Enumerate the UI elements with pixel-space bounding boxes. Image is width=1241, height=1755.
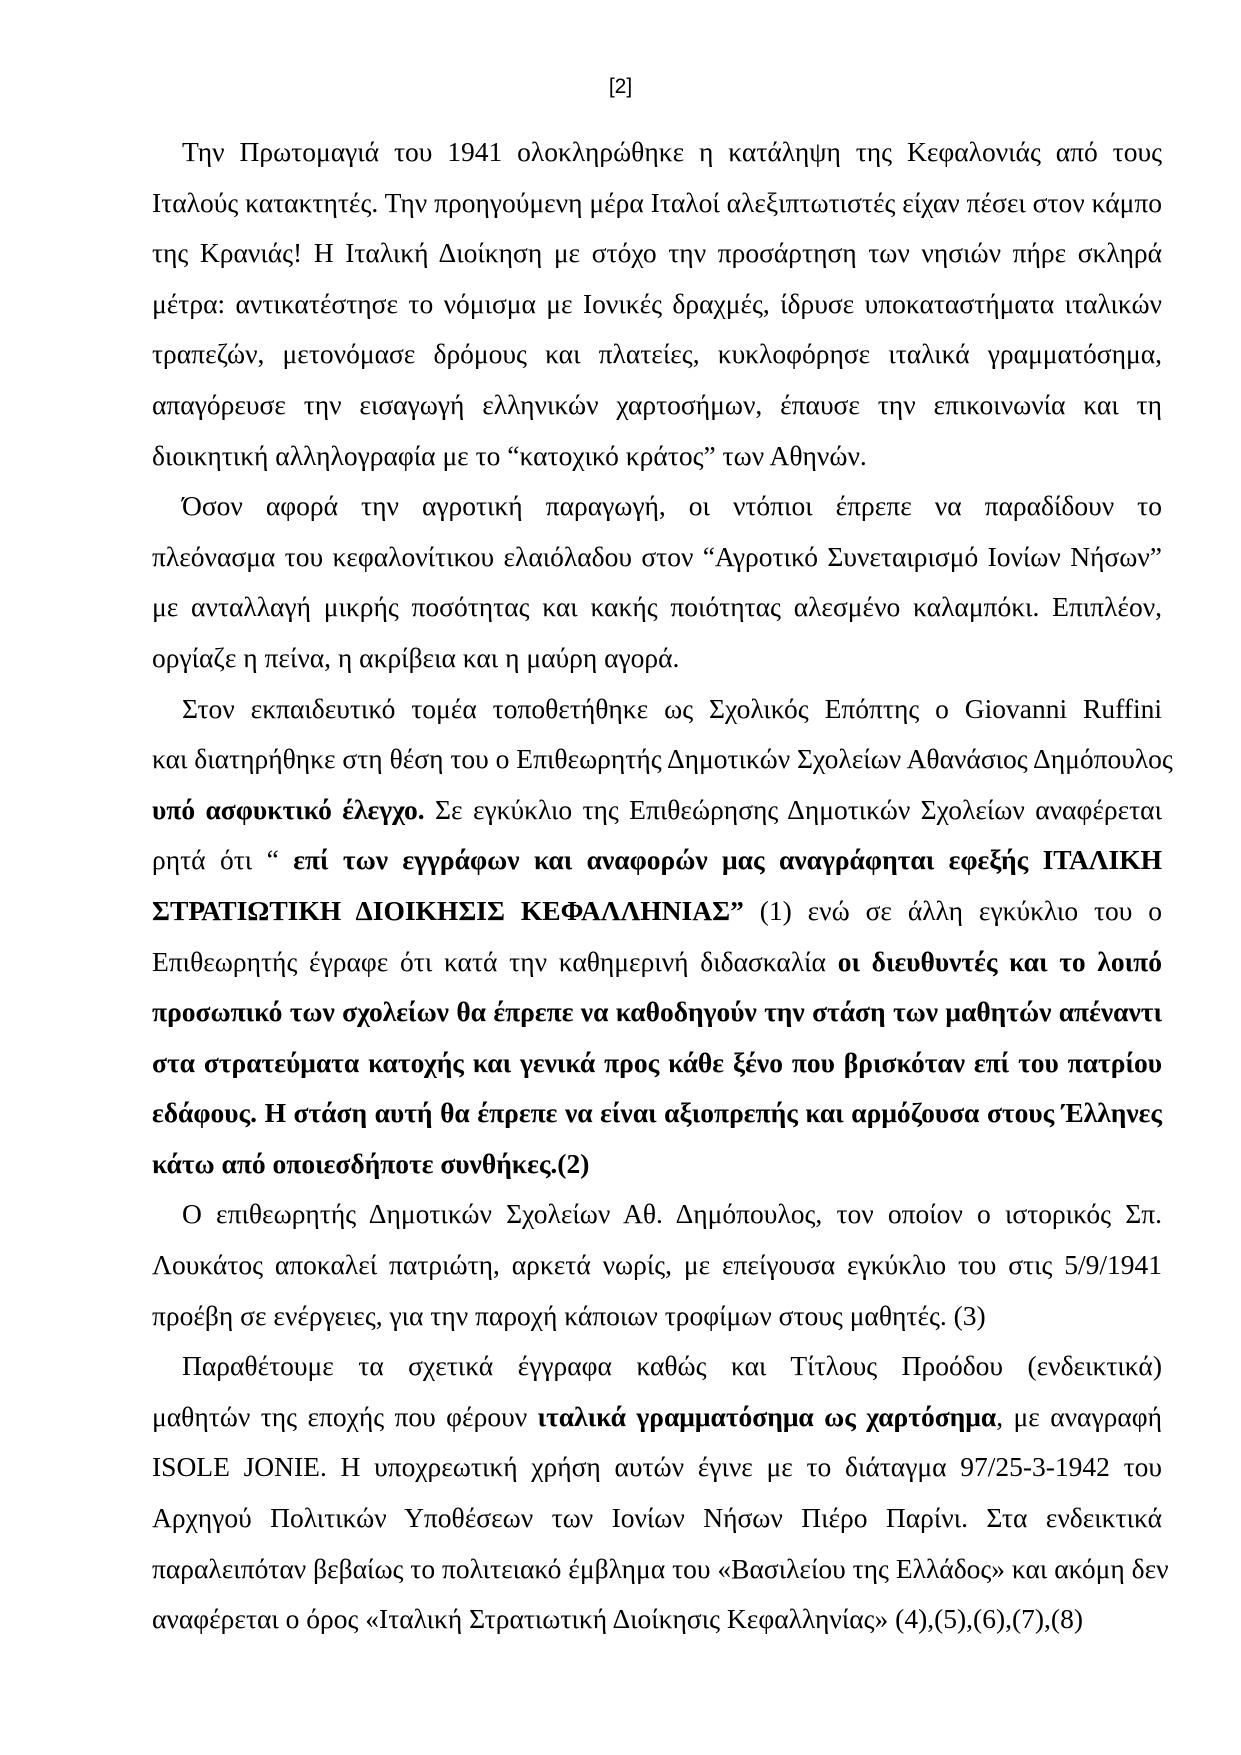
text-run: παραλειπόταν βεβαίως το πολιτειακό έμβλημα του «Βασιλείου της Ελλάδος» και ακόμη δεν [152,1552,1169,1584]
bold-text: εδάφους. Η στάση αυτή θα έπρεπε να είναι αξιοπρεπής και αρμόζουσα στους Έλληνες [152,1097,1162,1129]
bold-text: ΣΤΡΑΤΙΩΤΙΚΗ ΔΙΟΙΚΗΣΙΣ ΚΕΦΑΛΛΗΝΙΑΣ” [152,894,744,926]
text-line [122,1442,1162,1493]
text-run: Στον εκπαιδευτικό τομέα τοποθετήθηκε ως Σχολικός Επόπτης ο Giovanni Ruffini [182,692,1162,724]
bold-text: στα στρατεύματα κατοχής και γενικά προς κάθε ξένο που βρισκόταν επί του πατρίου [152,1046,1162,1078]
bold-text: προσωπικό των σχολείων θα έπρεπε να καθοδηγούν την στάση των μαθητών απέναντι [152,996,1162,1028]
text-line [122,178,1162,229]
text-run: διοικητική αλληλογραφία με το “κατοχικό κράτος” των Αθηνών. [152,439,867,471]
text-line [122,1240,1162,1291]
text-line [122,937,1162,988]
text-line [122,785,1162,836]
paragraph [122,481,1162,683]
text-run: με ανταλλαγή μικρής ποσότητας και κακής ποιότητας αλεσμένο καλαμπόκι. Επιπλέον, [152,591,1162,623]
text-line [122,835,1162,886]
text-line [122,1088,1162,1139]
text-run: οργίαζε η πείνα, η ακρίβεια και η μαύρη αγορά. [152,641,680,673]
text-run: Λουκάτος αποκαλεί πατριώτη, αρκετά νωρίς, με επείγουσα εγκύκλιο του στις 5/9/1941 [152,1249,1162,1281]
text-run: προέβη σε ενέργειες, για την παροχή κάποιων τροφίμων στους μαθητές. (3) [152,1299,986,1331]
text-line [122,1038,1162,1089]
text-run: Όσον αφορά την αγροτική παραγωγή, οι ντόπιοι έπρεπε να παραδίδουν το [182,490,1162,522]
page-number: [2] [608,75,633,98]
paragraph [122,127,1162,481]
text-run: , με αναγραφή [996,1400,1163,1432]
text-run: Ο επιθεωρητής Δημοτικών Σχολείων Αθ. Δημόπουλος, τον οποίον ο ιστορικός Σπ. [182,1198,1162,1230]
text-run: ρητά ότι “ [152,844,294,876]
text-line [122,1544,1169,1595]
text-line [122,1291,1162,1342]
text-run: Την Πρωτομαγιά του 1941 ολοκληρώθηκε η κατάληψη της Κεφαλονιάς από τους [182,136,1162,167]
text-line [122,886,1162,937]
text-line [122,734,1173,785]
text-line [122,380,1162,431]
document-body [122,127,1173,1645]
text-run: μέτρα: αντικατέστησε το νόμισμα με Ιονικές δραχμές, ίδρυσε υποκαταστήματα ιταλικών [152,287,1162,319]
text-line [122,633,1162,684]
bold-text: ιταλικά γραμματόσημα ως χαρτόσημα [537,1400,997,1432]
text-line [122,582,1162,633]
text-run: μαθητών της εποχής που φέρουν [152,1400,538,1432]
text-line [122,1493,1162,1544]
text-run: πλεόνασμα του κεφαλονίτικου ελαιόλαδου στον “Αγροτικό Συνεταιρισμό Ιονίων Νήσων” [152,540,1162,572]
paragraph [122,1341,1169,1645]
text-run: Σε εγκύκλιο της Επιθεώρησης Δημοτικών Σχολείων αναφέρεται [424,793,1162,825]
text-line [122,684,1162,735]
bold-text: κάτω από οποιεσδήποτε συνθήκες.(2) [152,1147,590,1179]
text-line [122,228,1162,279]
text-run: Αρχηγού Πολιτικών Υποθέσεων των Ιονίων Νήσων Πιέρο Παρίνι. Στα ενδεικτικά [152,1502,1162,1534]
text-line [122,481,1162,532]
text-run: απαγόρευσε την εισαγωγή ελληνικών χαρτοσήμων, έπαυσε την επικοινωνία και τη [152,388,1162,420]
text-line [122,279,1162,330]
text-line [122,431,1162,482]
text-line [122,1139,1162,1190]
text-run: και διατηρήθηκε στη θέση του ο Επιθεωρητής Δημοτικών Σχολείων Αθανάσιος Δημόπουλος [152,743,1173,775]
text-line [122,1392,1162,1443]
text-run: ISOLE JONIE. Η υποχρεωτική χρήση αυτών έγινε με το διάταγμα 97/25-3-1942 του [152,1451,1162,1483]
text-run: αναφέρεται ο όρος «Ιταλική Στρατιωτική Διοίκησις Κεφαλληνίας» (4),(5),(6),(7),(8) [152,1603,1083,1635]
text-line [122,532,1162,583]
text-line [122,1594,1162,1645]
text-line [122,987,1162,1038]
text-line [122,329,1162,380]
bold-text: οι διευθυντές και το λοιπό [837,945,1162,977]
text-run: Επιθεωρητής έγραφε ότι κατά την καθημερινή διδασκαλία [152,945,838,977]
text-run: τραπεζών, μετονόμασε δρόμους και πλατείες, κυκλοφόρησε ιταλικά γραμματόσημα, [152,338,1162,370]
bold-text: υπό ασφυκτικό έλεγχο. [152,793,425,825]
text-line [122,1189,1162,1240]
text-run: Παραθέτουμε τα σχετικά έγγραφα καθώς και Τίτλους Προόδου (ενδεικτικά) [182,1350,1162,1382]
paragraph [122,1189,1162,1341]
text-line [122,1341,1162,1392]
text-run: της Κρανιάς! Η Ιταλική Διοίκηση με στόχο την προσάρτηση των νησιών πήρε σκληρά [152,237,1162,269]
bold-text: επί των εγγράφων και αναφορών μας αναγράφηται εφεξής ΙΤΑΛΙΚΗ [293,844,1163,876]
text-run: (1) ενώ σε άλλη εγκύκλιο του ο [743,894,1162,926]
paragraph [122,684,1173,1190]
text-run: Ιταλούς κατακτητές. Την προηγούμενη μέρα Ιταλοί αλεξιπτωτιστές είχαν πέσει στον κάμπο [152,186,1162,218]
text-line [122,127,1162,178]
